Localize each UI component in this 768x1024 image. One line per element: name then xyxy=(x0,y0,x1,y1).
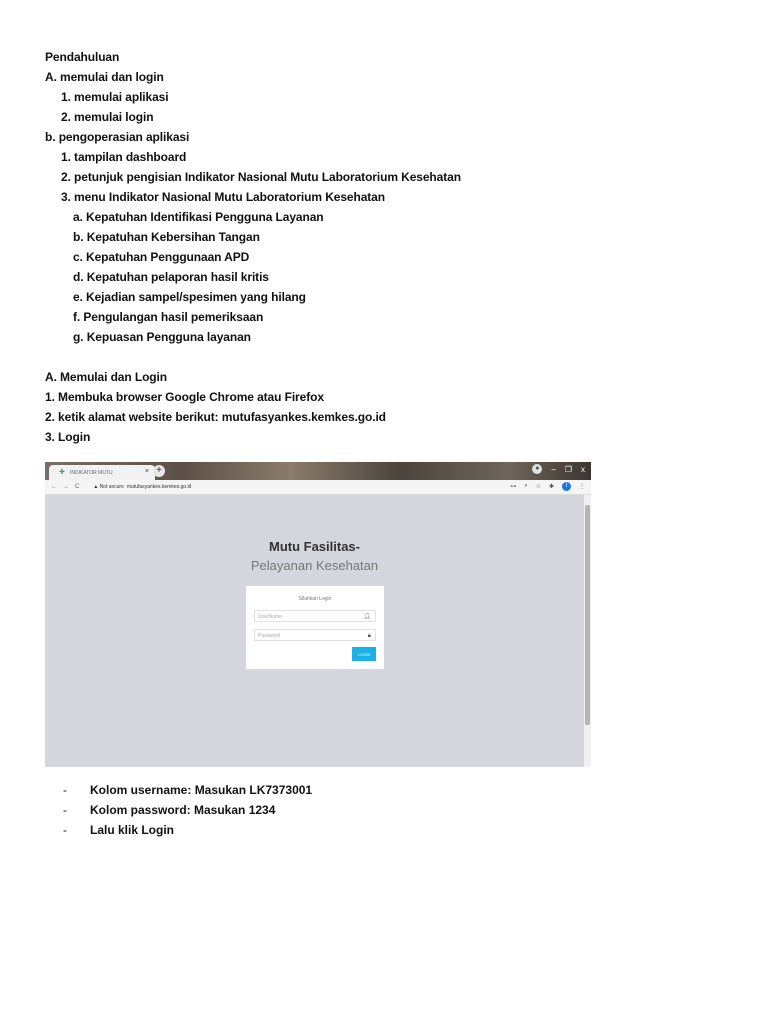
toc-subitem: f. Pengulangan hasil pemeriksaan xyxy=(73,310,264,324)
star-icon[interactable]: ☆ xyxy=(535,484,541,490)
browser-tab[interactable] xyxy=(49,465,155,480)
toc-item: 3. menu Indikator Nasional Mutu Laboratorium Kesehatan xyxy=(61,190,385,204)
toc-subitem: b. Kepatuhan Kebersihan Tangan xyxy=(73,230,260,244)
toolbar-icons xyxy=(510,482,585,491)
new-tab-button[interactable]: + xyxy=(153,465,165,477)
menu-icon[interactable]: ⋮ xyxy=(579,484,585,490)
nav-buttons[interactable]: ←→C xyxy=(51,484,86,490)
tab-close-icon[interactable]: × xyxy=(144,468,149,475)
toc-item: 1. memulai aplikasi xyxy=(61,90,169,104)
tab-title: INDIKATOR MUTU xyxy=(70,469,113,476)
password-input[interactable] xyxy=(254,629,376,641)
url-field[interactable]: mutufasyankes.kemkes.go.id xyxy=(126,484,192,490)
list-item: - Lalu klik Login xyxy=(63,823,175,837)
username-placeholder: UserName xyxy=(258,614,282,620)
avatar[interactable]: I xyxy=(562,482,571,491)
browser-screenshot xyxy=(45,462,591,767)
section-heading: A. Memulai dan Login xyxy=(45,370,168,384)
profile-icon[interactable]: ● xyxy=(532,464,542,474)
window-controls xyxy=(532,464,585,474)
toc-item: 2. petunjuk pengisian Indikator Nasional Mutu Laboratorium Kesehatan xyxy=(61,170,461,184)
key-icon[interactable]: ⊶ xyxy=(510,484,517,490)
toc-item: 1. tampilan dashboard xyxy=(61,150,187,164)
password-placeholder: Password xyxy=(258,633,280,639)
extensions-icon[interactable]: ✱ xyxy=(548,484,554,490)
toc-subitem: g. Kepuasan Pengguna layanan xyxy=(73,330,251,344)
lock-icon: 🔒︎ xyxy=(367,633,371,639)
toc-subitem: c. Kepatuhan Penggunaan APD xyxy=(73,250,250,264)
browser-titlebar xyxy=(45,462,591,480)
restore-icon[interactable]: ❐ xyxy=(564,464,572,474)
zoom-icon[interactable]: ⌕ xyxy=(524,483,528,489)
login-button[interactable]: LOGIN xyxy=(352,647,376,661)
close-window-icon[interactable]: x xyxy=(581,464,585,474)
step-text: 2. ketik alamat website berikut: mutufasyankes.kemkes.go.id xyxy=(45,410,386,424)
login-card xyxy=(246,586,384,669)
address-bar xyxy=(45,480,591,495)
toc-subitem: a. Kepatuhan Identifikasi Pengguna Layanan xyxy=(73,210,324,224)
login-header: Silahkan Login xyxy=(298,596,332,602)
site-logo-icon: ✚ xyxy=(59,469,65,476)
toc-subitem: e. Kejadian sampel/spesimen yang hilang xyxy=(73,290,306,304)
not-secure-label[interactable]: ▲ Not secure xyxy=(93,484,124,490)
toc-section-a: A. memulai dan login xyxy=(45,70,164,84)
toc-section-b: b. pengoperasian aplikasi xyxy=(45,130,190,144)
list-item: - Kolom username: Masukan LK7373001 xyxy=(63,783,313,797)
instruction-list xyxy=(63,780,312,840)
list-item: - Kolom password: Masukan 1234 xyxy=(63,803,276,817)
page-title: Mutu Fasilitas- xyxy=(268,539,360,554)
toc-item: 2. memulai login xyxy=(61,110,154,124)
doc-title: Pendahuluan xyxy=(45,50,120,64)
document-body xyxy=(45,47,735,447)
minimize-icon[interactable]: – xyxy=(551,464,556,474)
step-text: 3. Login xyxy=(45,430,91,444)
page-subtitle: Pelayanan Kesehatan xyxy=(250,558,379,573)
toc-subitem: d. Kepatuhan pelaporan hasil kritis xyxy=(73,270,269,284)
step-text: 1. Membuka browser Google Chrome atau Firefox xyxy=(45,390,324,404)
username-input[interactable] xyxy=(254,610,376,622)
scrollbar[interactable] xyxy=(584,495,591,767)
user-icon: 👤︎ xyxy=(363,614,371,620)
